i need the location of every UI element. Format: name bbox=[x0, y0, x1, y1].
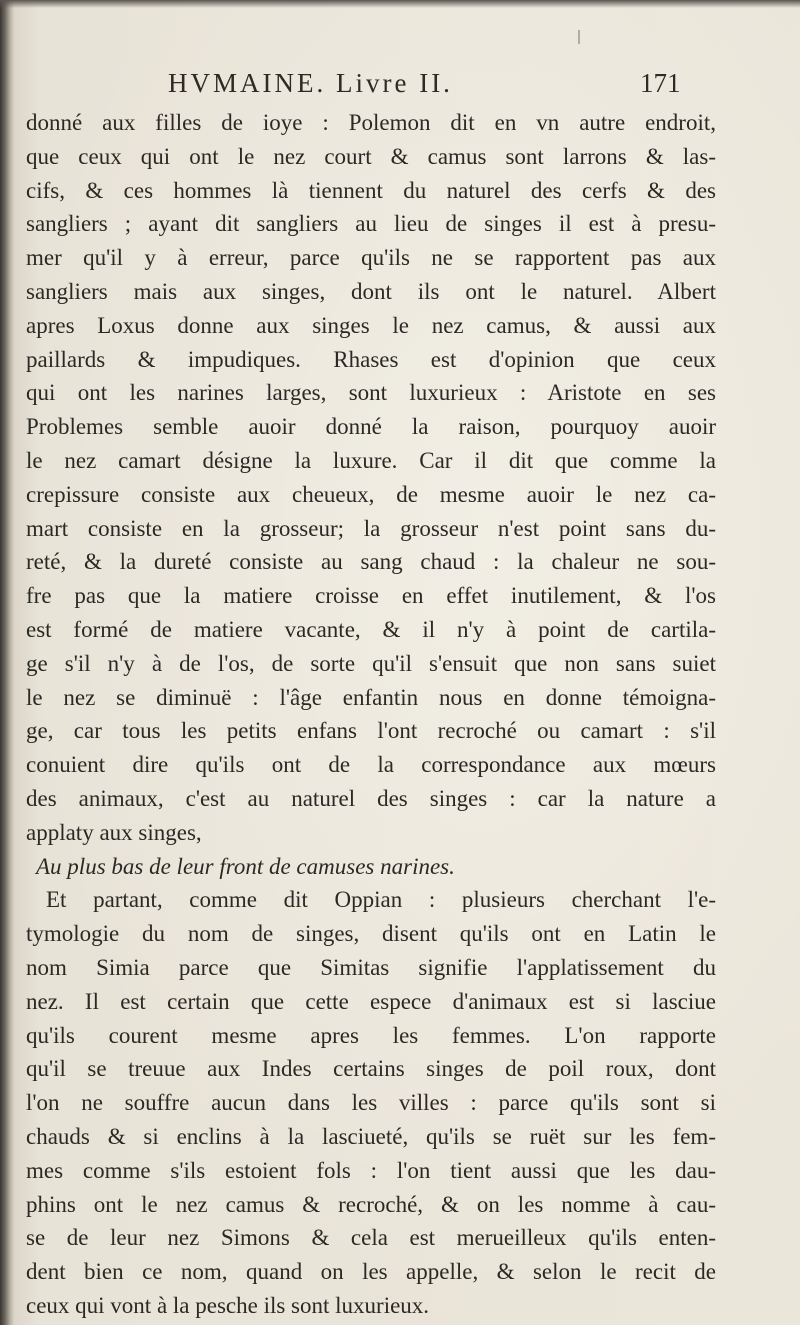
text-line: mes comme s'ils estoient fols : l'on tient aussi que les dau- bbox=[26, 1157, 716, 1183]
running-head-title: HVMAINE. Livre II. bbox=[168, 68, 453, 98]
text-line: ge, car tous les petits enfans l'ont recroché ou camart : s'il bbox=[26, 718, 716, 744]
text-line: sangliers ; ayant dit sangliers au lieu de singes il est à presu- bbox=[26, 211, 716, 237]
text-line: cifs, & ces hommes là tiennent du naturel des cerfs & des bbox=[26, 177, 716, 203]
page-top-edge bbox=[0, 0, 800, 8]
text-line: ceux qui vont à la pesche ils sont luxurieux. bbox=[26, 1292, 430, 1318]
text-line: fre pas que la matiere croisse en effet inutilement, & l'os bbox=[26, 583, 716, 609]
text-line: des animaux, c'est au naturel des singes : car la nature a bbox=[26, 785, 716, 811]
text-line: qui ont les narines larges, sont luxurieux : Aristote en ses bbox=[26, 380, 716, 406]
verse-line: Au plus bas de leur front de camuses narines. bbox=[36, 853, 455, 879]
text-line: mart consiste en la grosseur; la grosseur n'est point sans du- bbox=[26, 515, 716, 541]
text-line: est formé de matiere vacante, & il n'y à point de cartila- bbox=[26, 616, 716, 642]
binding-edge bbox=[0, 0, 14, 1325]
text-line: crepissure consiste aux cheueux, de mesme auoir le nez ca- bbox=[26, 481, 716, 507]
text-line: l'on ne souffre aucun dans les villes : parce qu'ils sont si bbox=[26, 1090, 716, 1116]
text-line: applaty aux singes, bbox=[26, 819, 202, 845]
text-line: qu'ils courent mesme apres les femmes. L'on rapporte bbox=[26, 1022, 716, 1048]
text-line: que ceux qui ont le nez court & camus sont larrons & las- bbox=[26, 143, 716, 169]
text-line: Et partant, comme dit Oppian : plusieurs cherchant l'e- bbox=[46, 887, 716, 913]
page-number: 171 bbox=[640, 68, 681, 98]
ink-mark bbox=[578, 30, 580, 44]
text-line: nom Simia parce que Simitas signifie l'applatissement du bbox=[26, 954, 716, 980]
text-line: conuient dire qu'ils ont de la correspondance aux mœurs bbox=[26, 752, 716, 778]
text-line: donné aux filles de ioye : Polemon dit en vn autre endroit, bbox=[26, 110, 716, 135]
running-head bbox=[0, 68, 800, 108]
text-line: mer qu'il y à erreur, parce qu'ils ne se rapportent pas aux bbox=[26, 245, 716, 271]
body-text bbox=[26, 106, 716, 1323]
text-line: se de leur nez Simons & cela est merueilleux qu'ils enten- bbox=[26, 1225, 716, 1251]
text-line: sangliers mais aux singes, dont ils ont le naturel. Albert bbox=[26, 278, 716, 304]
text-line: le nez camart désigne la luxure. Car il dit que comme la bbox=[26, 447, 716, 473]
text-line: chauds & si enclins à la lasciueté, qu'ils se ruët sur les fem- bbox=[26, 1123, 716, 1149]
text-line: ge s'il n'y à de l'os, de sorte qu'il s'ensuit que non sans suiet bbox=[26, 650, 716, 676]
text-line: reté, & la dureté consiste au sang chaud : la chaleur ne sou- bbox=[26, 549, 716, 575]
text-line: qu'il se treuue aux Indes certains singes de poil roux, dont bbox=[26, 1056, 716, 1082]
text-line: phins ont le nez camus & recroché, & on les nomme à cau- bbox=[26, 1191, 716, 1217]
text-line: dent bien ce nom, quand on les appelle, & selon le recit de bbox=[26, 1259, 716, 1285]
text-line: tymologie du nom de singes, disent qu'ils ont en Latin le bbox=[26, 921, 716, 947]
text-line: paillards & impudiques. Rhases est d'opinion que ceux bbox=[26, 346, 716, 372]
text-line: apres Loxus donne aux singes le nez camus, & aussi aux bbox=[26, 312, 716, 338]
text-line: le nez se diminuë : l'âge enfantin nous en donne témoigna- bbox=[26, 684, 716, 710]
text-line: Problemes semble auoir donné la raison, pourquoy auoir bbox=[26, 414, 716, 440]
text-line: nez. Il est certain que cette espece d'animaux est si lasciue bbox=[26, 988, 716, 1014]
